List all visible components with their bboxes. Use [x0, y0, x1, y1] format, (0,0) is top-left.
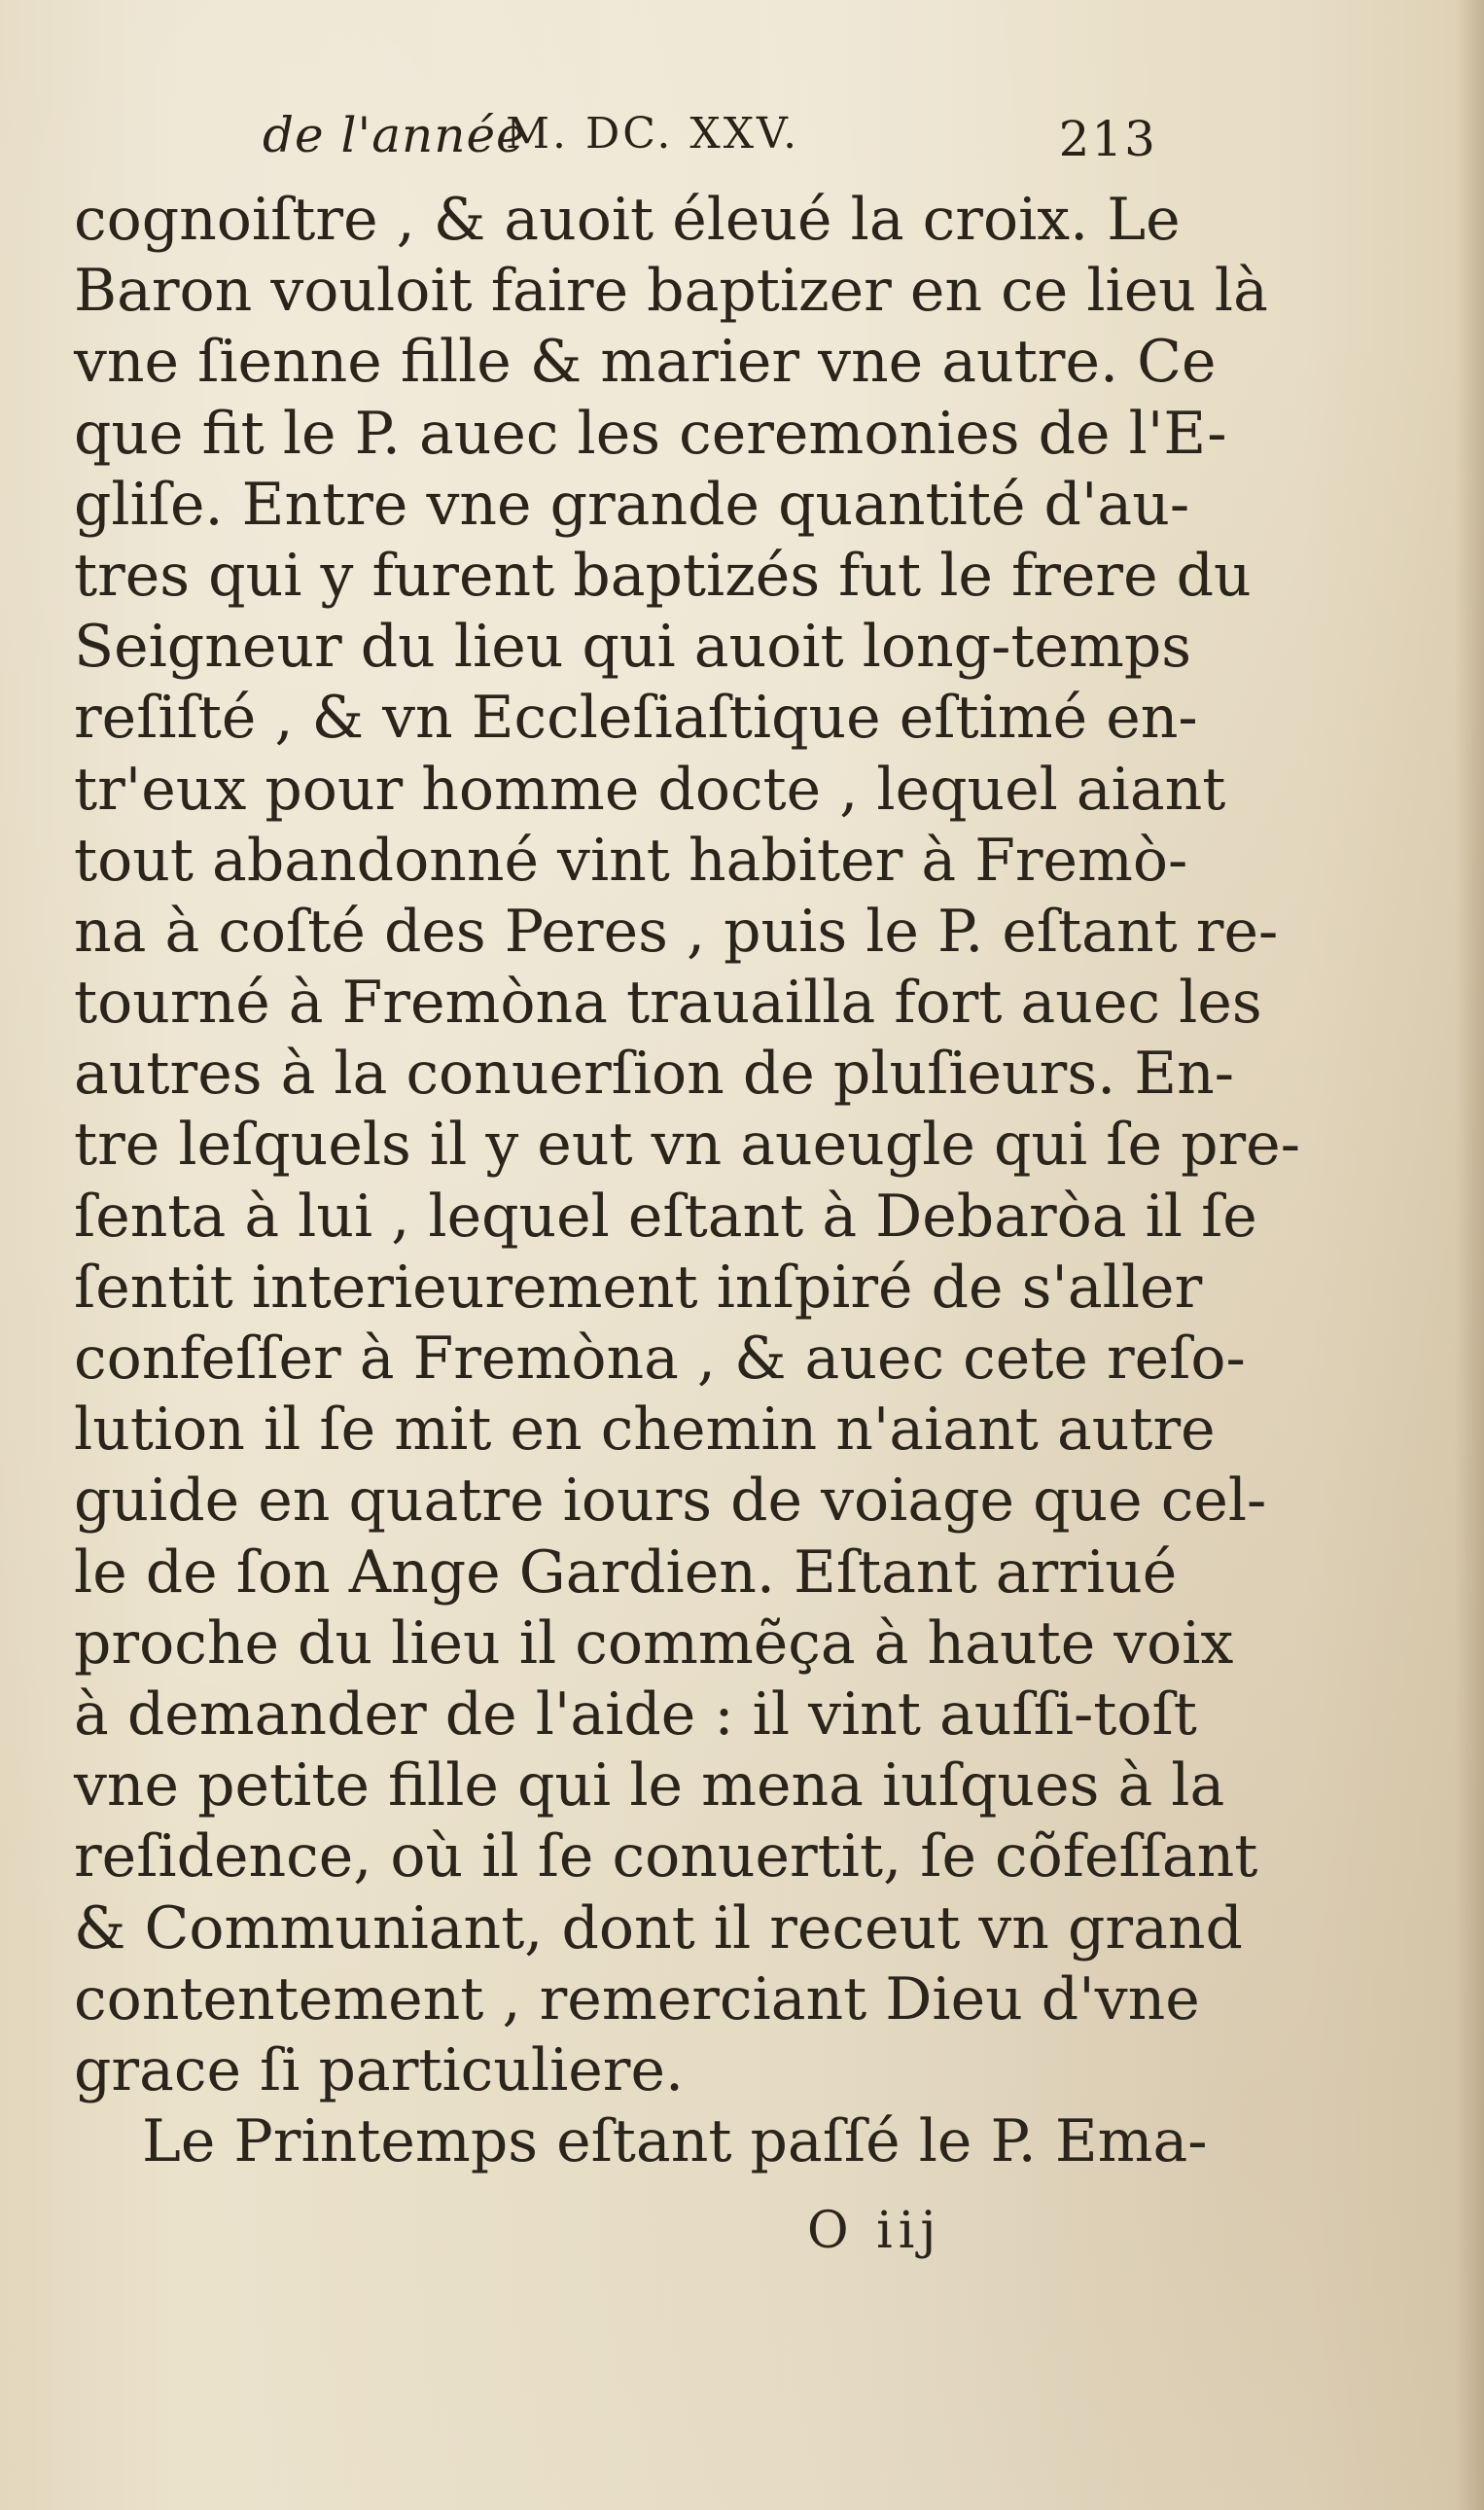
text-line: confeſſer à Fremòna , & auec cete reſo- [74, 1325, 1246, 1393]
running-head [263, 107, 1157, 175]
text-line: Seigneur du lieu qui auoit long-temps [74, 613, 1192, 682]
text-line: grace ſi particuliere. [74, 2035, 685, 2104]
text-line: à demander de l'aide : il vint auſſi-toſt [74, 1679, 1197, 1749]
body-text [74, 185, 1300, 2177]
text-line: ſenta à lui , lequel eſtant à Debaròa il ſe [74, 1182, 1257, 1251]
running-head-year: M. DC. XXV. [506, 109, 800, 159]
text-line: reſidence, où il ſe conuertit, ſe cõfeſſant [74, 1822, 1258, 1891]
text-line: reſiſté , & vn Eccleſiaſtique eſtimé en- [74, 684, 1198, 753]
text-line: guide en quatre iours de voiage que cel- [74, 1467, 1267, 1536]
running-head-title: de l'année [263, 107, 526, 163]
text-line: lution il ſe mit en chemin n'aiant autre [74, 1396, 1216, 1465]
text-line: tres qui y furent baptizés fut le frere du [74, 541, 1252, 610]
text-line: ſentit interieurement inſpiré de s'aller [74, 1253, 1203, 1322]
paragraph-start-line: Le Printemps eſtant paſſé le P. Ema- [142, 2107, 1208, 2176]
text-line: tr'eux pour homme docte , lequel aiant [74, 755, 1226, 824]
text-line: na à coſté des Peres , puis le P. eſtant re- [74, 897, 1279, 966]
text-line: cognoiſtre , & auoit éleué la croix. Le [74, 186, 1181, 254]
text-line: tre leſquels il y eut vn aueugle qui ſe pre- [74, 1111, 1300, 1180]
text-line: Baron vouloit faire baptizer en ce lieu là [74, 257, 1268, 326]
page-number: 213 [1058, 111, 1157, 167]
text-line: proche du lieu il commẽça à haute voix [74, 1609, 1234, 1678]
text-line: tourné à Fremòna trauailla fort auec les [74, 969, 1262, 1038]
text-line: gliſe. Entre vne grande quantité d'au- [74, 470, 1190, 539]
text-line: vne petite fille qui le mena iuſques à la [74, 1751, 1225, 1821]
text-line: contentement , remerciant Dieu d'vne [74, 1964, 1200, 2033]
text-line: & Communiant, dont il receut vn grand [74, 1893, 1243, 1962]
text-line: que fit le P. auec les ceremonies de l'E- [74, 399, 1227, 468]
text-line: autres à la conuerſion de pluſieurs. En- [74, 1040, 1234, 1109]
text-line: vne ſienne fille & marier vne autre. Ce [74, 328, 1217, 397]
signature-mark: O iij [807, 2202, 942, 2260]
text-line: tout abandonné vint habiter à Fremò- [74, 826, 1188, 895]
text-line: le de ſon Ange Gardien. Eſtant arriué [74, 1538, 1178, 1607]
